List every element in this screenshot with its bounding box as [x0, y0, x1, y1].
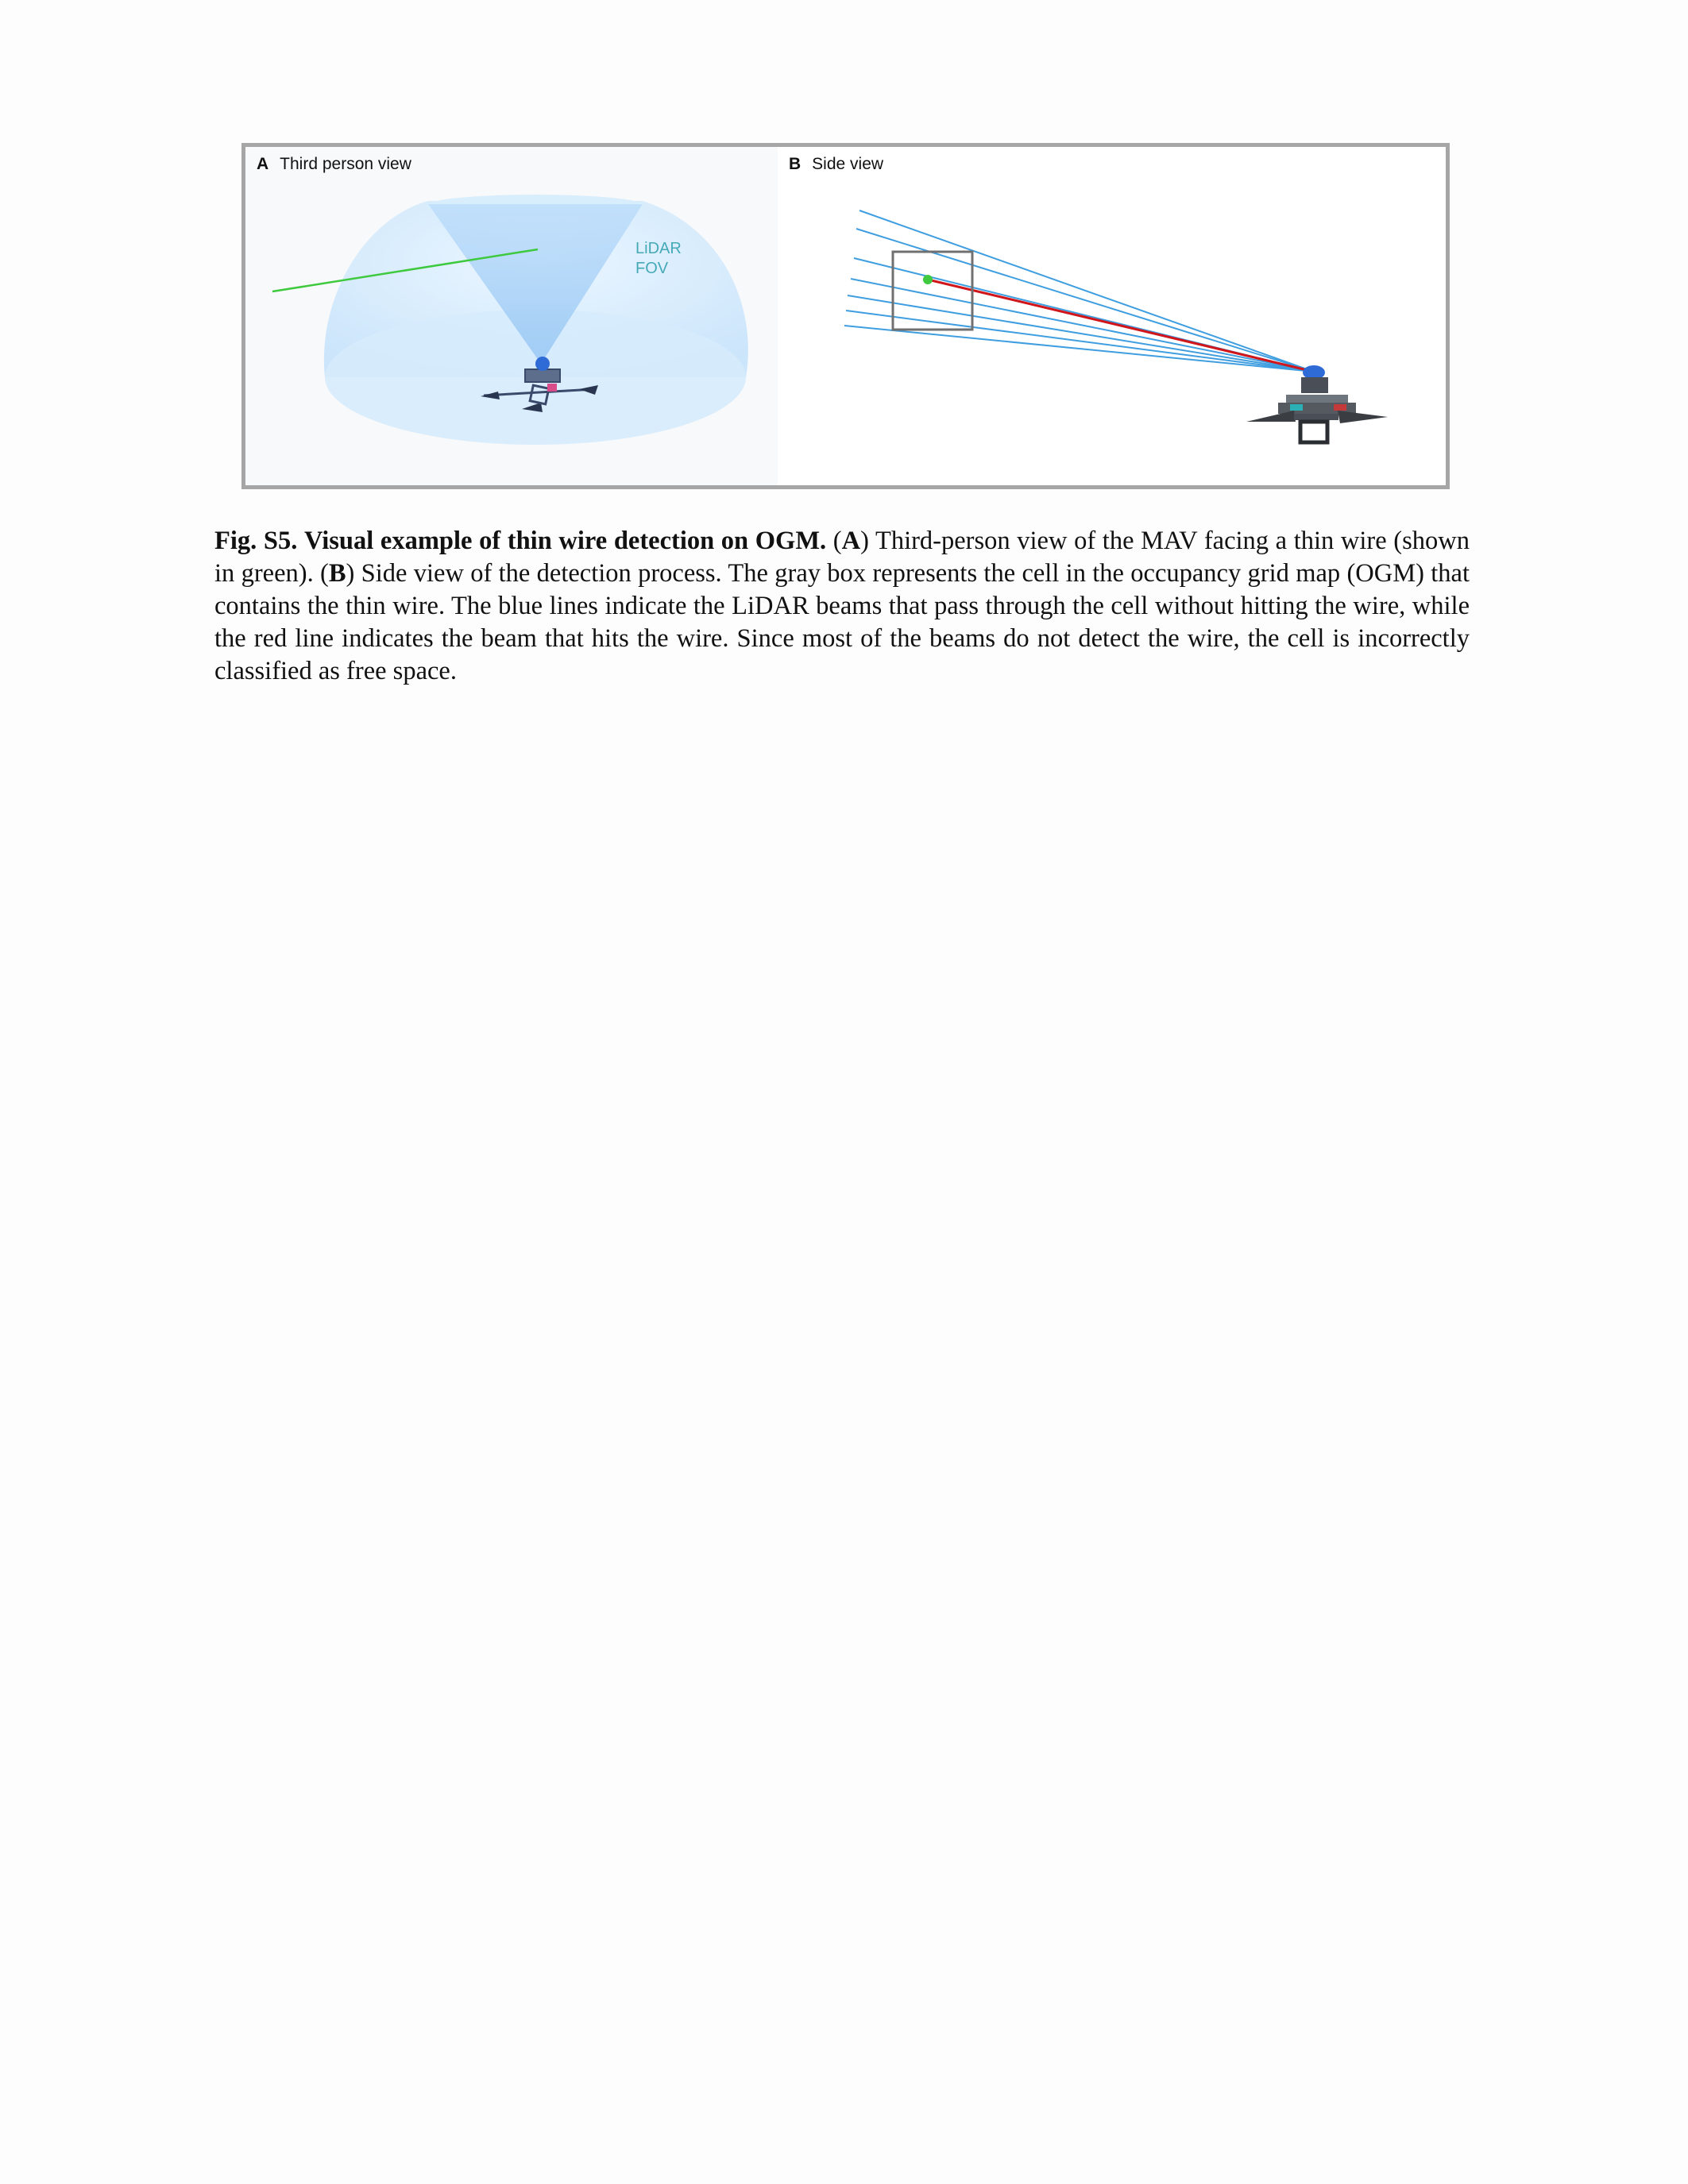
panel-b-letter: B — [789, 155, 802, 173]
caption-ref-b: B — [328, 558, 346, 588]
caption-title: Visual example of thin wire detection on OGM. — [303, 526, 827, 555]
caption-text-b: ) Side view of the detection process. The gray box represents the cell in the occupancy grid map (OGM) that contains the thin wire. The blue lines indicate the LiDAR beams that pass through the cell without hitting the wire, while the red line indicates the beam that hits the wire. Since most of the beams do not detect the wire, the cell is incorrectly classified as free space. — [214, 558, 1470, 685]
caption-text-a: ) Third-person view of the MAV facing a thin wire (shown in green). ( — [214, 526, 1470, 588]
figure-caption: Fig. S5. Visual example of thin wire detection on OGM. (A) Third-person view of the MAV facing a thin wire (shown in green). (B) Side view of the detection process. The gray box represents the cell in the occupancy grid map (OGM) that contains the thin wire. The blue lines indicate the LiDAR beams that pass through the cell without hitting the wire, while the red line indicates the beam that hits the wire. Since most of the beams do not detect the wire, the cell is incorrectly classified as free space. — [214, 526, 1470, 685]
fov-annotation-line1: LiDAR — [635, 240, 682, 257]
panel-a-letter: A — [257, 155, 269, 173]
third-person-scene — [245, 147, 825, 485]
panel-b-side-view — [778, 147, 1446, 485]
panel-a-label — [257, 155, 411, 174]
fov-annotation-line2: FOV — [635, 260, 669, 277]
panel-b-label — [789, 155, 883, 174]
panel-a-title: Third person view — [280, 155, 411, 173]
side-view-scene — [778, 147, 1446, 485]
figure-s5 — [241, 143, 1450, 489]
wire-hit-point — [923, 275, 933, 284]
caption-ref-a: A — [841, 526, 861, 555]
panel-b-title: Side view — [812, 155, 884, 173]
panel-a-third-person-view — [245, 147, 825, 485]
caption-label: Fig. S5. — [214, 526, 298, 555]
